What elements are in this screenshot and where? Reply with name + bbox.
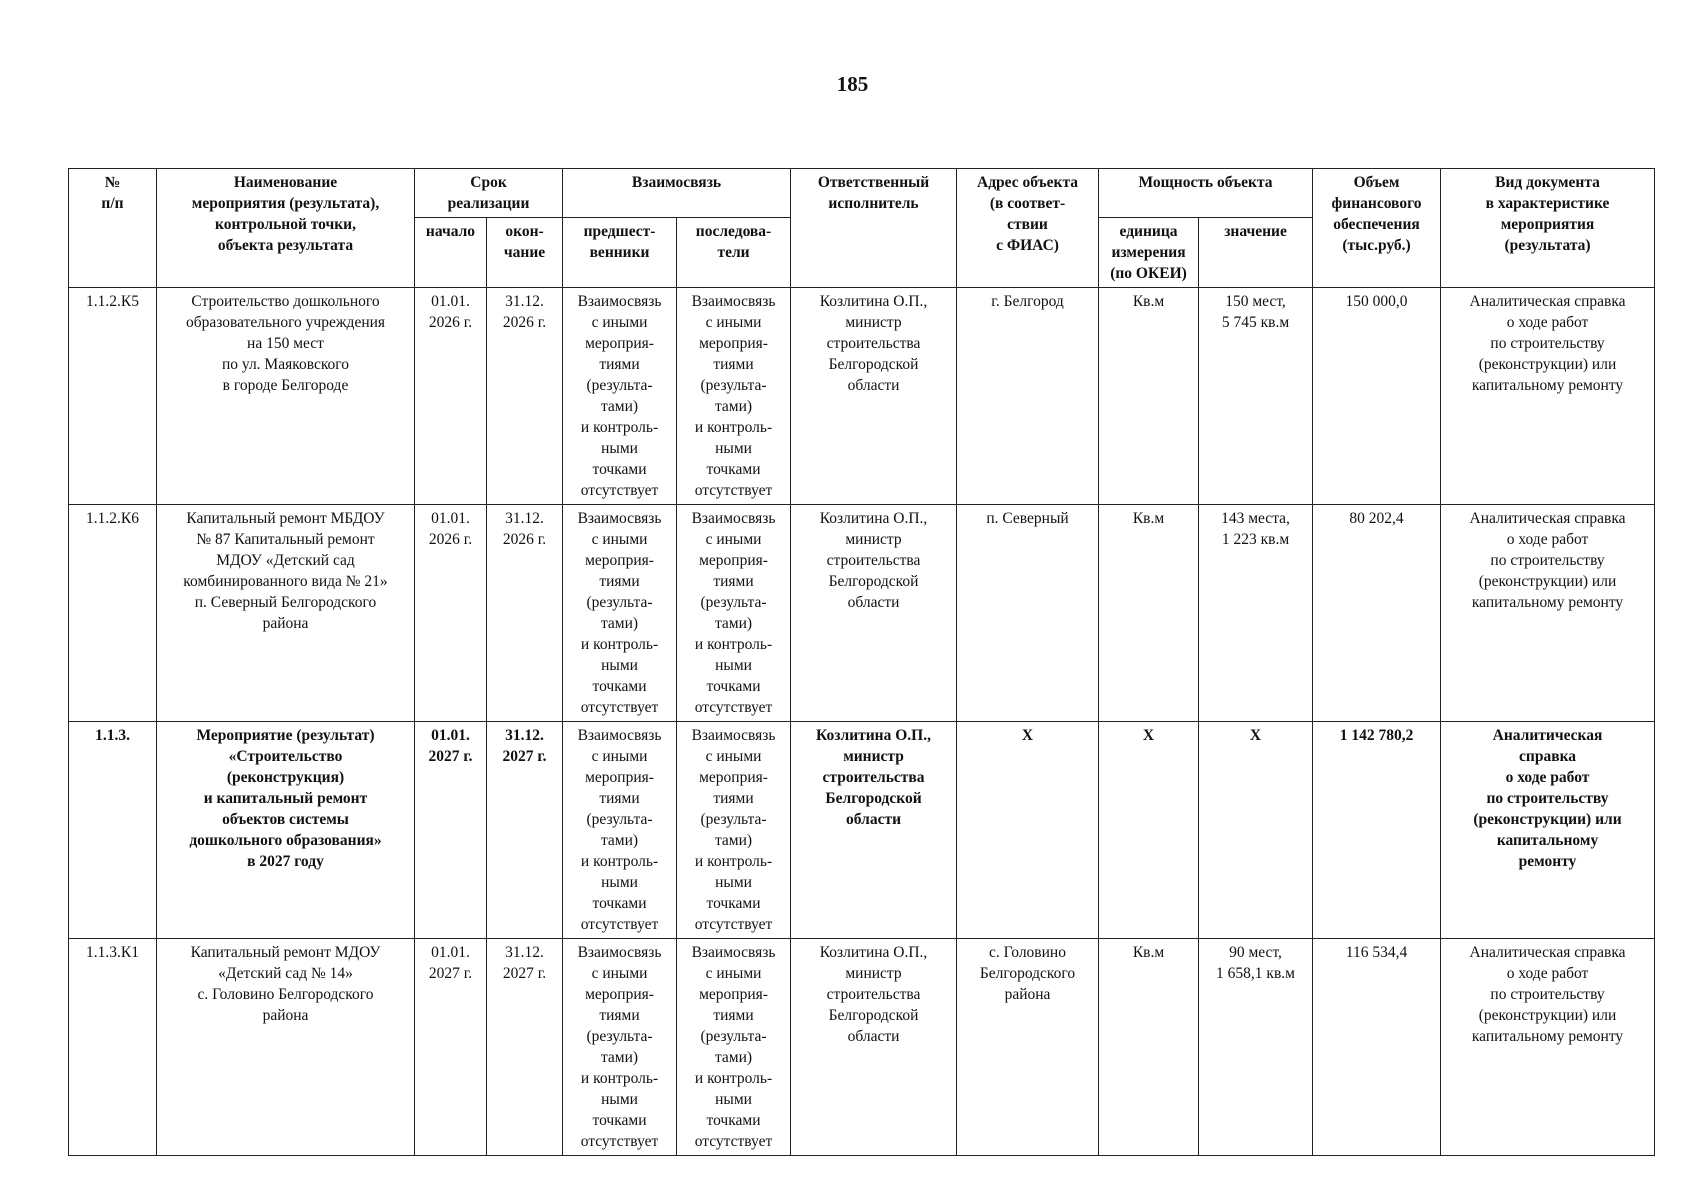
cell-doc: Аналитическая справка о ходе работ по строительству (реконструкции) или капитальному ремонту — [1441, 939, 1655, 1156]
cell-name: Мероприятие (результат) «Строительство (реконструкция) и капитальный ремонт объектов системы дошкольного образования» в 2027 году — [157, 722, 415, 939]
cell-finance: 1 142 780,2 — [1313, 722, 1441, 939]
cell-start: 01.01. 2026 г. — [415, 505, 487, 722]
header-address: Адрес объекта (в соответ- ствии с ФИАС) — [957, 169, 1099, 288]
measures-table — [68, 168, 1655, 1156]
header-capacity-unit: единица измерения (по ОКЕИ) — [1099, 218, 1199, 288]
cell-value: 90 мест, 1 658,1 кв.м — [1199, 939, 1313, 1156]
cell-name: Капитальный ремонт МБДОУ № 87 Капитальный ремонт МДОУ «Детский сад комбинированного вида № 21» п. Северный Белгородского района — [157, 505, 415, 722]
cell-start: 01.01. 2027 г. — [415, 722, 487, 939]
cell-address: г. Белгород — [957, 288, 1099, 505]
cell-finance: 150 000,0 — [1313, 288, 1441, 505]
cell-num: 1.1.2.К6 — [69, 505, 157, 722]
cell-doc: Аналитическая справка о ходе работ по строительству (реконструкции) или капитальному ремонту — [1441, 505, 1655, 722]
cell-value: Х — [1199, 722, 1313, 939]
cell-name: Капитальный ремонт МДОУ «Детский сад № 14» с. Головино Белгородского района — [157, 939, 415, 1156]
cell-start: 01.01. 2027 г. — [415, 939, 487, 1156]
cell-end: 31.12. 2027 г. — [487, 722, 563, 939]
cell-value: 150 мест, 5 745 кв.м — [1199, 288, 1313, 505]
header-row-1 — [69, 169, 1655, 218]
header-capacity: Мощность объекта — [1099, 169, 1313, 218]
cell-unit: Кв.м — [1099, 939, 1199, 1156]
cell-next: Взаимосвязь с иными мероприя- тиями (результа- тами) и контроль- ными точками отсутствует — [677, 939, 791, 1156]
header-relation-next: последова- тели — [677, 218, 791, 288]
cell-unit: Кв.м — [1099, 288, 1199, 505]
cell-num: 1.1.3. — [69, 722, 157, 939]
cell-prev: Взаимосвязь с иными мероприя- тиями (результа- тами) и контроль- ными точками отсутствует — [563, 288, 677, 505]
header-executor: Ответственный исполнитель — [791, 169, 957, 288]
header-num: № п/п — [69, 169, 157, 288]
table-row — [69, 722, 1655, 939]
header-period-end: окон- чание — [487, 218, 563, 288]
cell-end: 31.12. 2027 г. — [487, 939, 563, 1156]
header-relation-prev: предшест- венники — [563, 218, 677, 288]
cell-executor: Козлитина О.П., министр строительства Белгородской области — [791, 939, 957, 1156]
cell-num: 1.1.3.К1 — [69, 939, 157, 1156]
cell-value: 143 места, 1 223 кв.м — [1199, 505, 1313, 722]
cell-executor: Козлитина О.П., министр строительства Белгородской области — [791, 288, 957, 505]
cell-executor: Козлитина О.П., министр строительства Белгородской области — [791, 722, 957, 939]
cell-address: Х — [957, 722, 1099, 939]
cell-doc: Аналитическая справка о ходе работ по строительству (реконструкции) или капитальному ремонту — [1441, 722, 1655, 939]
header-relation: Взаимосвязь — [563, 169, 791, 218]
cell-name: Строительство дошкольного образовательного учреждения на 150 мест по ул. Маяковского в городе Белгороде — [157, 288, 415, 505]
page-number: 185 — [836, 72, 869, 96]
header-name: Наименование мероприятия (результата), контрольной точки, объекта результата — [157, 169, 415, 288]
cell-start: 01.01. 2026 г. — [415, 288, 487, 505]
cell-end: 31.12. 2026 г. — [487, 288, 563, 505]
cell-prev: Взаимосвязь с иными мероприя- тиями (результа- тами) и контроль- ными точками отсутствует — [563, 722, 677, 939]
header-period: Срок реализации — [415, 169, 563, 218]
cell-doc: Аналитическая справка о ходе работ по строительству (реконструкции) или капитальному ремонту — [1441, 288, 1655, 505]
cell-prev: Взаимосвязь с иными мероприя- тиями (результа- тами) и контроль- ными точками отсутствует — [563, 505, 677, 722]
cell-next: Взаимосвязь с иными мероприя- тиями (результа- тами) и контроль- ными точками отсутствует — [677, 505, 791, 722]
header-finance: Объем финансового обеспечения (тыс.руб.) — [1313, 169, 1441, 288]
table-row — [69, 505, 1655, 722]
cell-next: Взаимосвязь с иными мероприя- тиями (результа- тами) и контроль- ными точками отсутствует — [677, 722, 791, 939]
cell-num: 1.1.2.К5 — [69, 288, 157, 505]
cell-finance: 116 534,4 — [1313, 939, 1441, 1156]
cell-unit: Кв.м — [1099, 505, 1199, 722]
table-row — [69, 939, 1655, 1156]
header-doc-type: Вид документа в характеристике мероприятия (результата) — [1441, 169, 1655, 288]
cell-address: п. Северный — [957, 505, 1099, 722]
cell-finance: 80 202,4 — [1313, 505, 1441, 722]
cell-next: Взаимосвязь с иными мероприя- тиями (результа- тами) и контроль- ными точками отсутствует — [677, 288, 791, 505]
header-period-start: начало — [415, 218, 487, 288]
cell-end: 31.12. 2026 г. — [487, 505, 563, 722]
header-capacity-value: значение — [1199, 218, 1313, 288]
cell-unit: Х — [1099, 722, 1199, 939]
cell-executor: Козлитина О.П., министр строительства Белгородской области — [791, 505, 957, 722]
cell-address: с. Головино Белгородского района — [957, 939, 1099, 1156]
cell-prev: Взаимосвязь с иными мероприя- тиями (результа- тами) и контроль- ными точками отсутствует — [563, 939, 677, 1156]
table-row — [69, 288, 1655, 505]
